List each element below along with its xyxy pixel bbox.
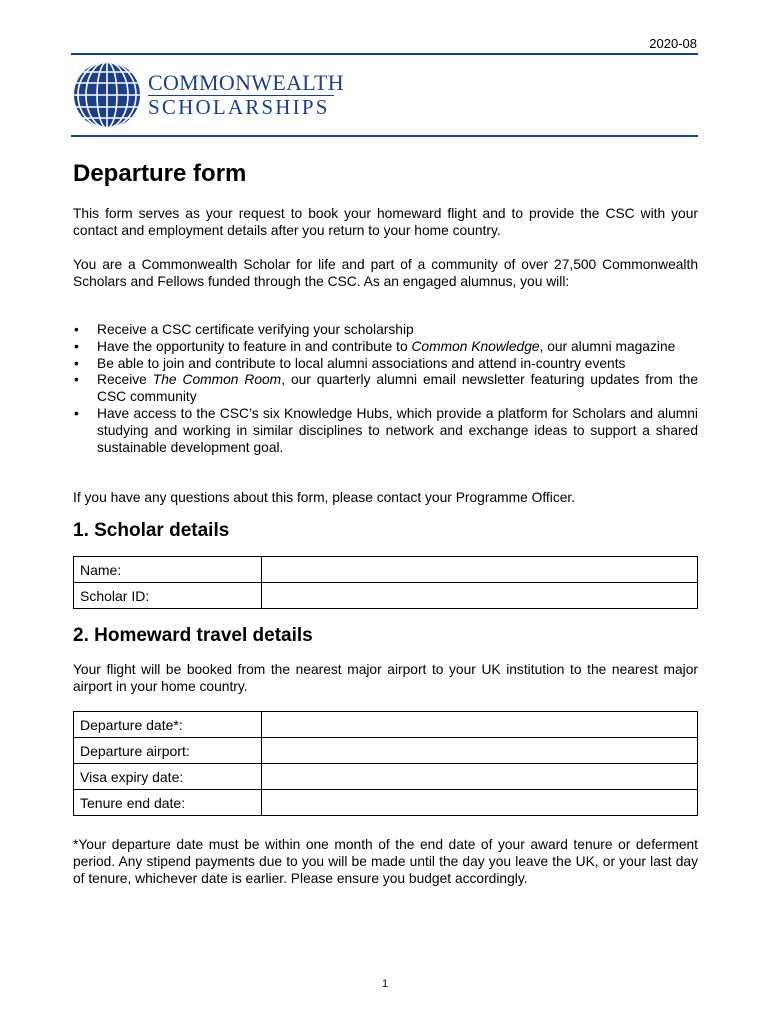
alumni-benefits-list bbox=[73, 322, 698, 456]
globe-icon bbox=[72, 60, 142, 130]
name-label: Name: bbox=[74, 557, 262, 583]
page-title: Departure form bbox=[73, 160, 247, 187]
list-item: • Receive a CSC certificate verifying your scholarship bbox=[74, 322, 414, 337]
scholar-id-label: Scholar ID: bbox=[74, 583, 262, 609]
header-bottom-rule bbox=[71, 135, 698, 137]
travel-details-table bbox=[73, 711, 698, 816]
intro-paragraph: This form serves as your request to book your homeward flight and to provide the CSC with your contact and employment details after you return to your home country. bbox=[73, 206, 698, 238]
section-heading-homeward-travel: 2. Homeward travel details bbox=[73, 625, 313, 646]
departure-airport-field[interactable] bbox=[262, 738, 698, 764]
header-top-rule bbox=[71, 53, 698, 55]
alumni-paragraph: You are a Commonwealth Scholar for life and part of a community of over 27,500 Commonwealth Scholars and Fellows funded through the CSC. As an engaged alumnus, you will: bbox=[73, 257, 698, 289]
table-row bbox=[74, 790, 698, 816]
tenure-end-date-label: Tenure end date: bbox=[74, 790, 262, 816]
bullet-icon: • bbox=[74, 372, 79, 388]
contact-paragraph: If you have any questions about this form, please contact your Programme Officer. bbox=[73, 490, 576, 505]
departure-date-label: Departure date*: bbox=[74, 712, 262, 738]
list-item: • Have the opportunity to feature in and contribute to Common Knowledge, our alumni magazine bbox=[74, 338, 676, 354]
name-field[interactable] bbox=[262, 557, 698, 583]
tenure-end-date-field[interactable] bbox=[262, 790, 698, 816]
list-item: • Have access to the CSC’s six Knowledge Hubs, which provide a platform for Scholars and alumni studying and working in similar disciplines to network and exchange ideas to support a shared sustainable development goal. bbox=[74, 405, 698, 455]
travel-description: Your flight will be booked from the nearest major airport to your UK institution to the nearest major airport in your home country. bbox=[73, 662, 698, 694]
departure-date-footnote: *Your departure date must be within one month of the end date of your award tenure or deferment period. Any stipend payments due to you will be made until the day you leave the UK, or your last day of tenure, whichever date is earlier. Please ensure you budget accordingly. bbox=[73, 837, 698, 886]
bullet-icon: • bbox=[74, 322, 79, 337]
table-row bbox=[74, 712, 698, 738]
table-row bbox=[74, 764, 698, 790]
page-number: 1 bbox=[381, 978, 389, 990]
visa-expiry-date-field[interactable] bbox=[262, 764, 698, 790]
document-date: 2020-08 bbox=[649, 36, 697, 51]
table-row bbox=[74, 583, 698, 609]
commonwealth-scholarships-logo bbox=[72, 60, 342, 130]
departure-airport-label: Departure airport: bbox=[74, 738, 262, 764]
logo-text-scholarships: SCHOLARSHIPS bbox=[148, 95, 330, 119]
scholar-details-table bbox=[73, 556, 698, 609]
logo-text-commonwealth: COMMONWEALTH bbox=[148, 70, 344, 95]
table-row bbox=[74, 738, 698, 764]
table-row bbox=[74, 557, 698, 583]
scholar-id-field[interactable] bbox=[262, 583, 698, 609]
bullet-icon: • bbox=[74, 355, 79, 371]
list-item: • Receive The Common Room, our quarterly alumni email newsletter featuring updates from the CSC community bbox=[74, 372, 699, 405]
bullet-icon: • bbox=[74, 405, 79, 421]
departure-date-field[interactable] bbox=[262, 712, 698, 738]
bullet-icon: • bbox=[74, 338, 79, 354]
section-heading-scholar-details: 1. Scholar details bbox=[73, 520, 230, 541]
visa-expiry-date-label: Visa expiry date: bbox=[74, 764, 262, 790]
list-item: • Be able to join and contribute to local alumni associations and attend in-country events bbox=[74, 355, 626, 371]
